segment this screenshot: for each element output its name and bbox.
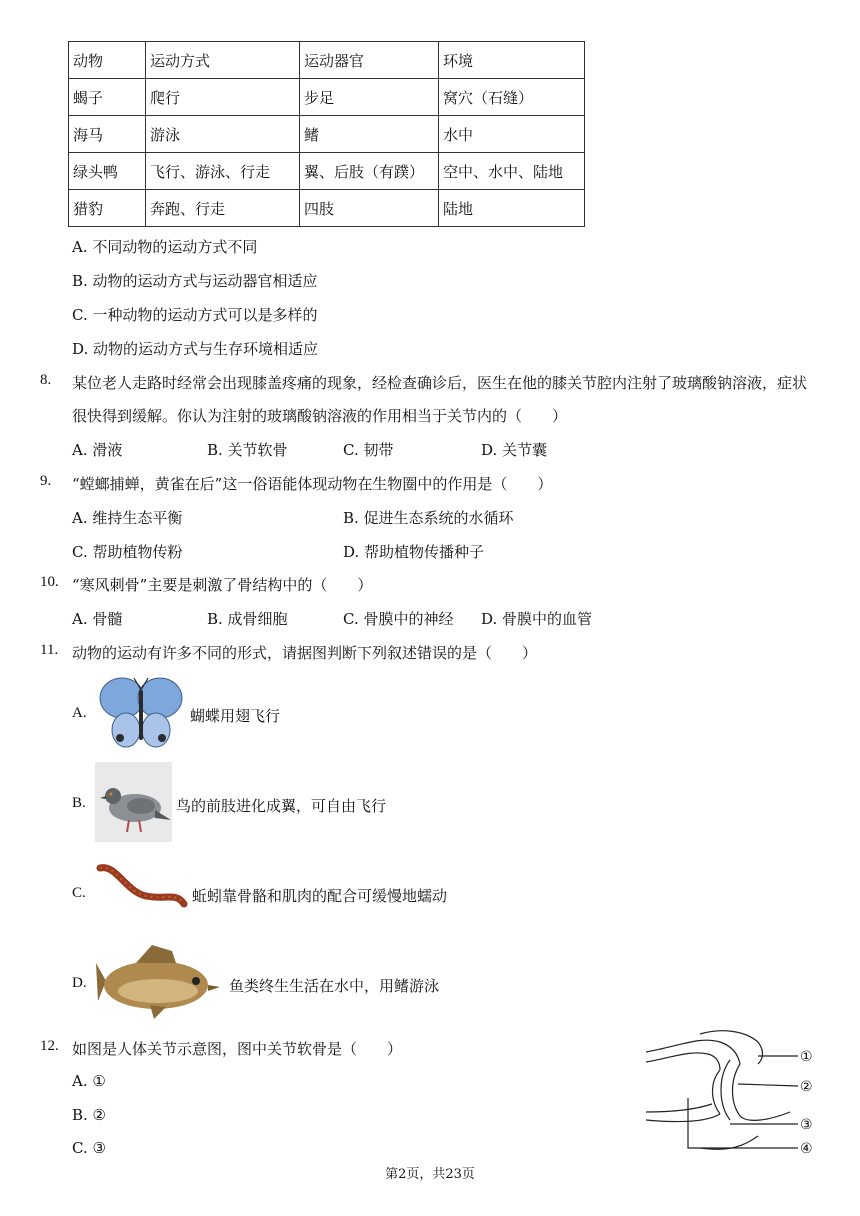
fish-icon [96,941,224,1023]
q10-text: “寒风刺骨”主要是刺激了骨结构中的（ ） [72,576,373,594]
q11-option-c-letter: C. [72,885,86,901]
q12-option-a: A. ① [72,1072,106,1090]
q8-option-a: A. 滑液 [72,441,123,459]
table-row [69,79,585,116]
q8-option-d: D. 关节囊 [481,441,548,459]
q11-text: 动物的运动有许多不同的形式，请据图判断下列叙述错误的是（ ） [72,644,538,662]
table-cell: 海马 [69,116,146,153]
butterfly-icon [98,676,184,752]
diagram-label-2: ② [800,1079,813,1095]
q9-text: “螳螂捕蝉，黄雀在后”这一俗语能体现动物在生物圈中的作用是（ ） [72,475,553,493]
question-number: 11. [40,642,59,658]
q12-option-b: B. ② [72,1106,107,1124]
q12-option-c: C. ③ [72,1139,106,1157]
q8-option-c: C. 韧带 [343,441,394,459]
q11-option-a-letter: A. [72,705,87,721]
q8-option-b: B. 关节软骨 [207,441,288,459]
q7-option-b: B. 动物的运动方式与运动器官相适应 [72,272,318,290]
q11-option-c-text: 蚯蚓靠骨骼和肌肉的配合可缓慢地蠕动 [192,887,448,905]
table-cell: 蝎子 [69,79,146,116]
q9-option-c: C. 帮助植物传粉 [72,543,183,561]
q9-option-a: A. 维持生态平衡 [72,509,183,527]
q10-option-d: D. 骨膜中的血管 [481,610,593,628]
animal-movement-table [68,41,585,227]
table-row [69,190,585,227]
table-header-row [69,42,585,79]
q8-text-line2: 很快得到缓解。你认为注射的玻璃酸钠溶液的作用相当于关节内的（ ） [72,407,568,425]
q8-text-line1: 某位老人走路时经常会出现膝盖疼痛的现象，经检查确诊后，医生在他的膝关节腔内注射了玻璃酸钠溶液，症状 [72,374,808,392]
table-cell: 陆地 [439,190,585,227]
table-header-cell: 动物 [69,42,146,79]
diagram-label-4: ④ [800,1141,813,1157]
table-cell: 爬行 [146,79,300,116]
question-number: 8. [40,372,52,388]
question-number: 12. [40,1038,59,1054]
q7-option-c: C. 一种动物的运动方式可以是多样的 [72,306,318,324]
page-footer: 第2页，共23页 [385,1167,475,1182]
table-row [69,153,585,190]
q11-option-b-text: 鸟的前肢进化成翼，可自由飞行 [176,797,387,815]
q9-option-b: B. 促进生态系统的水循环 [343,509,514,527]
q11-option-b-letter: B. [72,795,86,811]
q11-option-a-text: 蝴蝶用翅飞行 [190,707,281,725]
table-cell: 游泳 [146,116,300,153]
table-cell: 鳍 [300,116,439,153]
table-cell: 奔跑、行走 [146,190,300,227]
table-cell: 窝穴（石缝） [439,79,585,116]
diagram-label-1: ① [800,1049,813,1065]
q10-option-a: A. 骨髓 [72,610,123,628]
q10-option-c: C. 骨膜中的神经 [343,610,454,628]
pigeon-icon [95,762,172,842]
q9-option-d: D. 帮助植物传播种子 [343,543,485,561]
q11-option-d-letter: D. [72,975,87,991]
question-number: 10. [40,574,59,590]
table-cell: 步足 [300,79,439,116]
table-row [69,116,585,153]
q11-option-d-text: 鱼类终生生活在水中，用鳍游泳 [229,977,440,995]
diagram-label-3: ③ [800,1117,813,1133]
q7-option-a: A. 不同动物的运动方式不同 [72,238,258,256]
table-header-cell: 环境 [439,42,585,79]
earthworm-icon [96,862,188,910]
question-number: 9. [40,473,52,489]
table-cell: 水中 [439,116,585,153]
table-cell: 空中、水中、陆地 [439,153,585,190]
table-cell: 猎豹 [69,190,146,227]
q10-option-b: B. 成骨细胞 [207,610,288,628]
q7-option-d: D. 动物的运动方式与生存环境相适应 [72,340,319,358]
table-cell: 绿头鸭 [69,153,146,190]
joint-diagram [640,1028,820,1160]
q12-text: 如图是人体关节示意图，图中关节软骨是（ ） [72,1040,403,1058]
table-header-cell: 运动方式 [146,42,300,79]
table-header-cell: 运动器官 [300,42,439,79]
table-cell: 翼、后肢（有蹼） [300,153,439,190]
table-cell: 四肢 [300,190,439,227]
table-cell: 飞行、游泳、行走 [146,153,300,190]
